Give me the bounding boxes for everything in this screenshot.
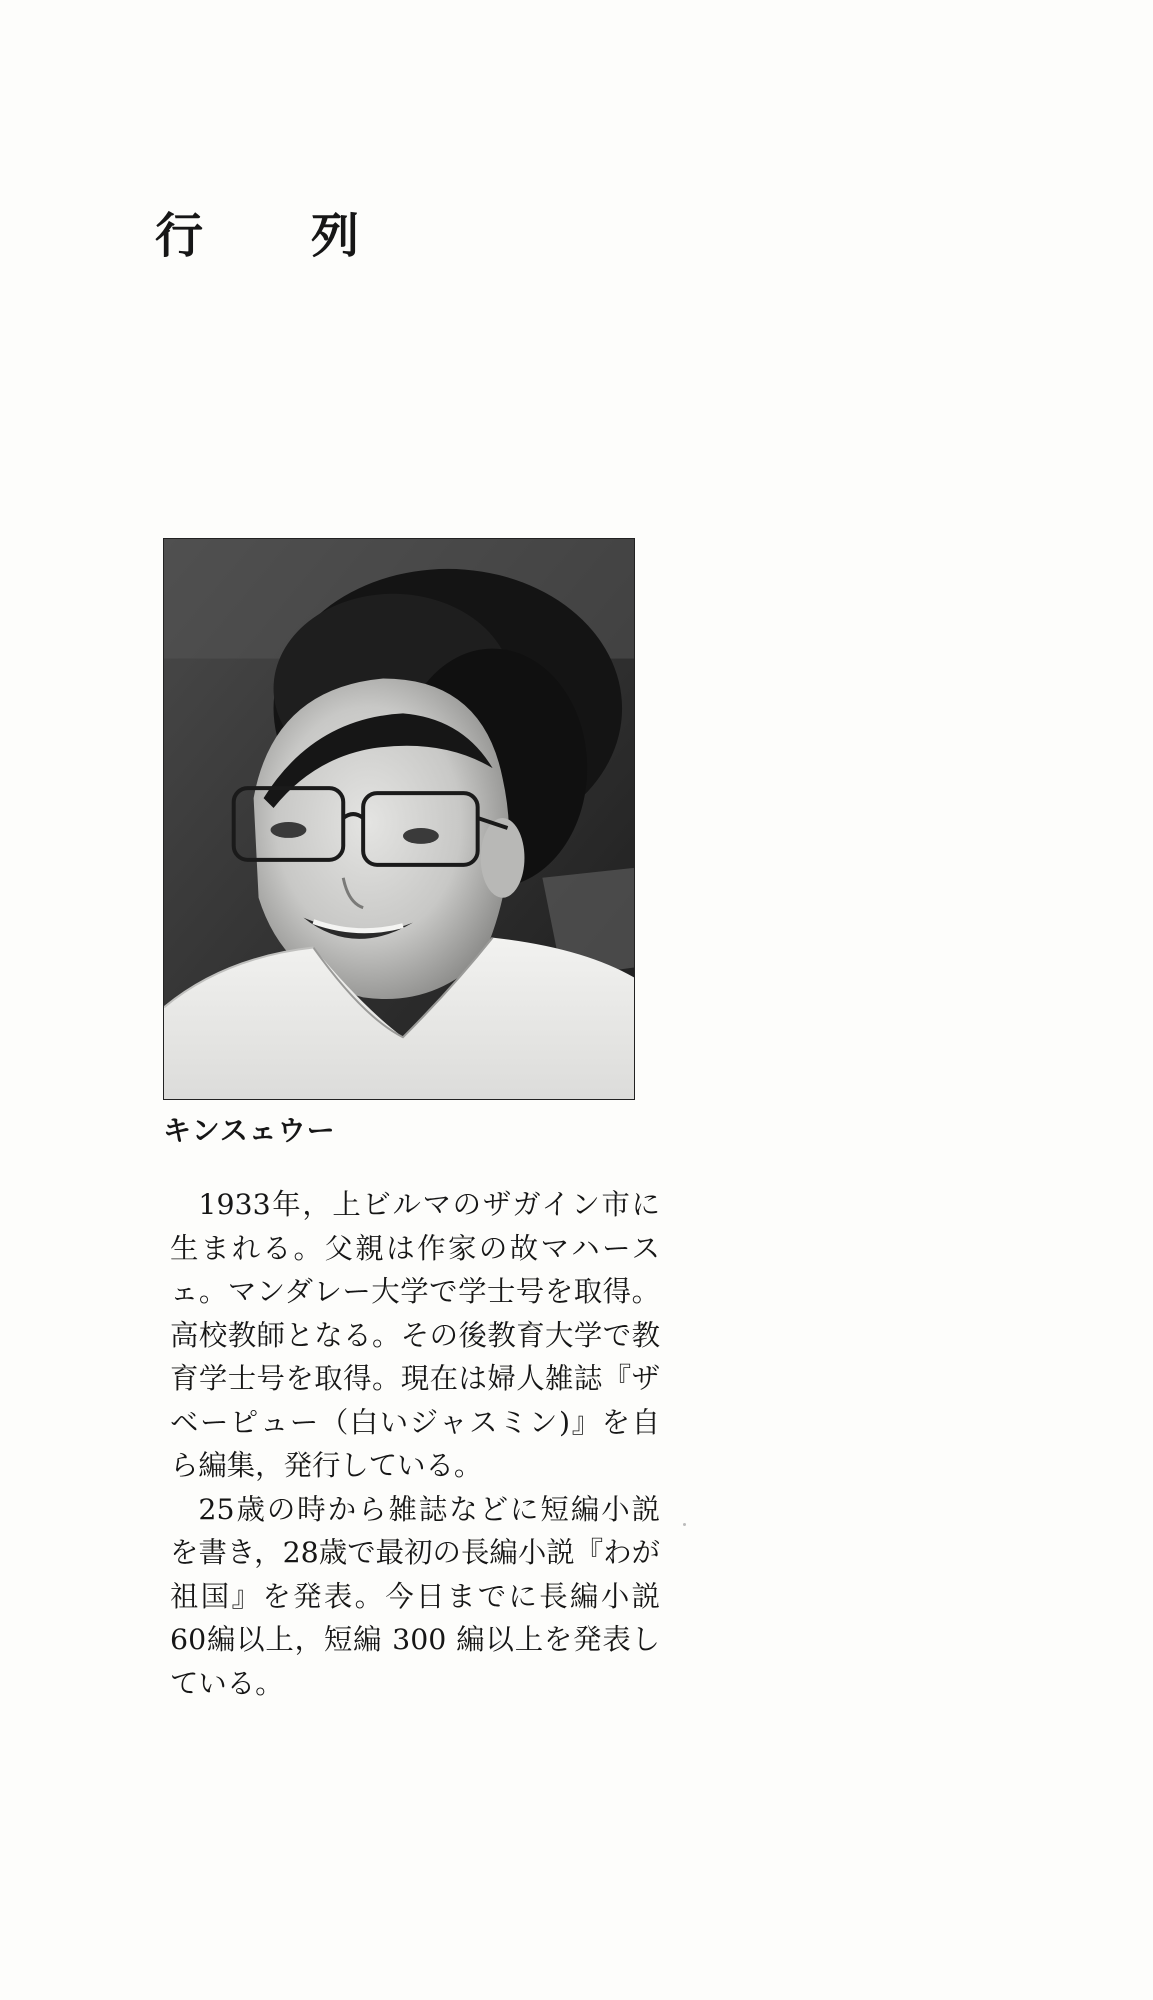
author-portrait-icon <box>164 539 634 1099</box>
paper-speck <box>683 1523 686 1526</box>
author-biography <box>170 1183 660 1705</box>
bio-paragraph: 1933年，上ビルマのザガイン市に生まれる。父親は作家の故マハースェ。マンダレー大学で学士号を取得。高校教師となる。その後教育大学で教育学士号を取得。現在は婦人雑誌『ザベーピュー（白いジャスミン)』を自ら編集，発行している。 <box>170 1188 660 1482</box>
page-title: 行 列 <box>155 208 390 264</box>
author-name: キンスェウー <box>163 1114 336 1147</box>
bio-paragraph: 25歳の時から雑誌などに短編小説を書き，28歳で最初の長編小説『わが祖国』を発表。今日までに長編小説60編以上，短編 300 編以上を発表している。 <box>170 1492 660 1700</box>
author-photo <box>163 538 635 1100</box>
